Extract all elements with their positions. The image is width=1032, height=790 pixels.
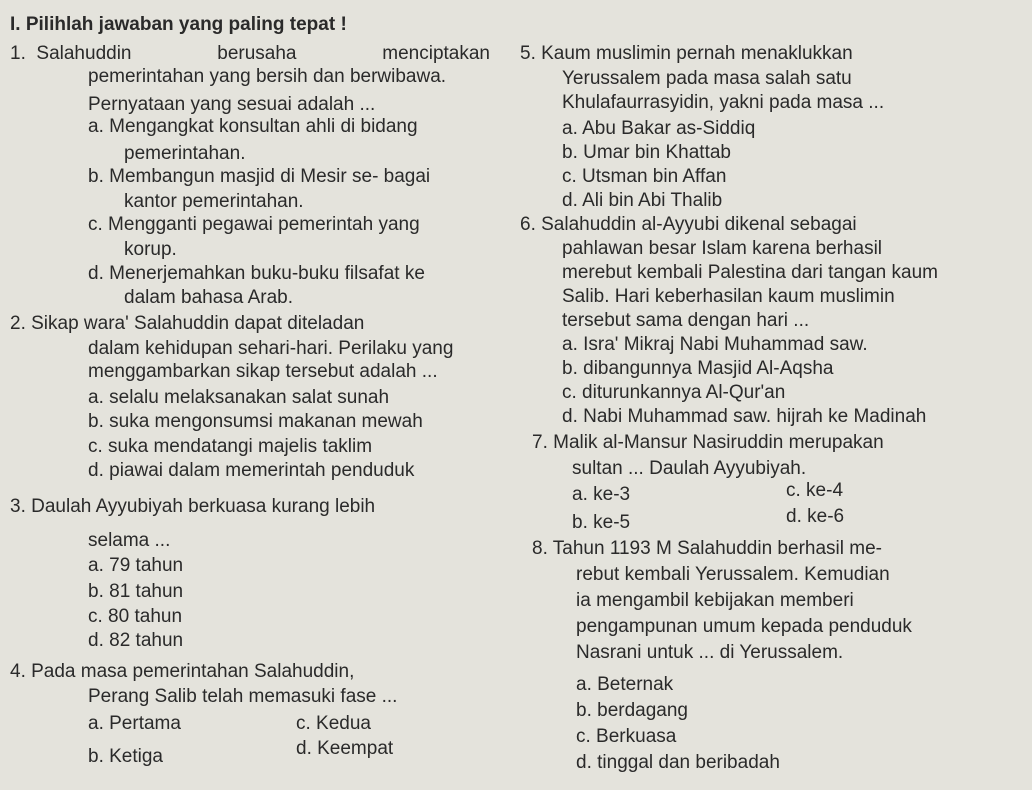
question-2-option-b: b. suka mengonsumsi makanan mewah [88,411,423,432]
question-6-option-d: d. Nabi Muhammad saw. hijrah ke Madinah [562,406,927,427]
question-1-line-2: pemerintahan yang bersih dan berwibawa. [88,66,447,87]
question-2-option-d: d. piawai dalam memerintah penduduk [88,460,415,481]
question-5-line-2: Yerussalem pada masa salah satu [562,68,852,89]
question-7-line-2: sultan ... Daulah Ayyubiyah. [572,458,807,479]
question-4-option-a: a. Pertama [88,713,181,734]
question-2-option-c: c. suka mendatangi majelis taklim [88,436,373,457]
question-3-option-d: d. 82 tahun [88,630,184,651]
question-1-option-b: b. Membangun masjid di Mesir se- bagai [88,166,431,187]
question-3-line-2: selama ... [88,530,171,551]
question-2-stem: 2. Sikap wara' Salahuddin dapat diteladan [10,313,365,334]
question-5-option-d: d. Ali bin Abi Thalib [562,190,723,211]
question-1-stem [10,43,490,65]
question-4-line-2: Perang Salib telah memasuki fase ... [88,686,398,707]
question-4-option-b: b. Ketiga [88,746,163,767]
question-1-option-d: d. Menerjemahkan buku-buku filsafat ke [88,263,425,284]
question-6-option-c: c. diturunkannya Al-Qur'an [562,382,786,403]
question-3-option-c: c. 80 tahun [88,606,183,627]
question-8-stem: 8. Tahun 1193 M Salahuddin berhasil me- [532,538,882,559]
question-8-line-5: Nasrani untuk ... di Yerussalem. [576,642,844,663]
q1-w3: menciptakan [382,43,490,64]
question-7-option-c: c. ke-4 [786,480,844,501]
question-8-option-b: b. berdagang [576,700,688,721]
question-6-line-4: Salib. Hari keberhasilan kaum muslimin [562,286,895,307]
section-title: I. Pilihlah jawaban yang paling tepat ! [10,14,347,35]
question-1-line-3: Pernyataan yang sesuai adalah ... [88,94,376,115]
question-4-stem: 4. Pada masa pemerintahan Salahuddin, [10,661,355,682]
question-8-option-d: d. tinggal dan beribadah [576,752,780,773]
question-8-option-a: a. Beternak [576,674,674,695]
question-5-option-b: b. Umar bin Khattab [562,142,731,163]
question-6-line-5: tersebut sama dengan hari ... [562,310,810,331]
question-5-line-3: Khulafaurrasyidin, yakni pada masa ... [562,92,885,113]
question-6-option-b: b. dibangunnya Masjid Al-Aqsha [562,358,834,379]
question-3-option-a: a. 79 tahun [88,555,184,576]
question-7-option-a: a. ke-3 [572,484,631,505]
question-8-option-c: c. Berkuasa [576,726,677,747]
question-5-option-a: a. Abu Bakar as-Siddiq [562,118,756,139]
question-4-option-c: c. Kedua [296,713,371,734]
question-3-option-b: b. 81 tahun [88,581,184,602]
question-6-line-2: pahlawan besar Islam karena berhasil [562,238,883,259]
question-2-line-2: dalam kehidupan sehari-hari. Perilaku yang [88,338,454,359]
question-1-option-a: a. Mengangkat konsultan ahli di bidang [88,116,418,137]
question-7-option-b: b. ke-5 [572,512,631,533]
question-8-line-2: rebut kembali Yerussalem. Kemudian [576,564,890,585]
question-5-stem: 5. Kaum muslimin pernah menaklukkan [520,43,853,64]
question-1-option-c-cont: korup. [124,239,177,260]
question-1-option-b-cont: kantor pemerintahan. [124,191,304,212]
question-4-option-d: d. Keempat [296,738,394,759]
question-1-option-d-cont: dalam bahasa Arab. [124,287,294,308]
question-6-stem: 6. Salahuddin al-Ayyubi dikenal sebagai [520,214,857,235]
question-8-line-4: pengampunan umum kepada penduduk [576,616,912,637]
question-2-line-3: menggambarkan sikap tersebut adalah ... [88,361,438,382]
question-8-line-3: ia mengambil kebijakan memberi [576,590,854,611]
q1-w2: berusaha [217,43,297,64]
question-1-option-c: c. Mengganti pegawai pemerintah yang [88,214,420,235]
question-5-option-c: c. Utsman bin Affan [562,166,727,187]
question-7-stem: 7. Malik al-Mansur Nasiruddin merupakan [532,432,884,453]
question-6-line-3: merebut kembali Palestina dari tangan kaum [562,262,938,283]
question-7-option-d: d. ke-6 [786,506,845,527]
question-1-option-a-cont: pemerintahan. [124,143,246,164]
question-6-option-a: a. Isra' Mikraj Nabi Muhammad saw. [562,334,868,355]
question-3-stem: 3. Daulah Ayyubiyah berkuasa kurang lebih [10,496,376,517]
q1-w1: 1. Salahuddin [10,43,132,64]
question-2-option-a: a. selalu melaksanakan salat sunah [88,387,390,408]
